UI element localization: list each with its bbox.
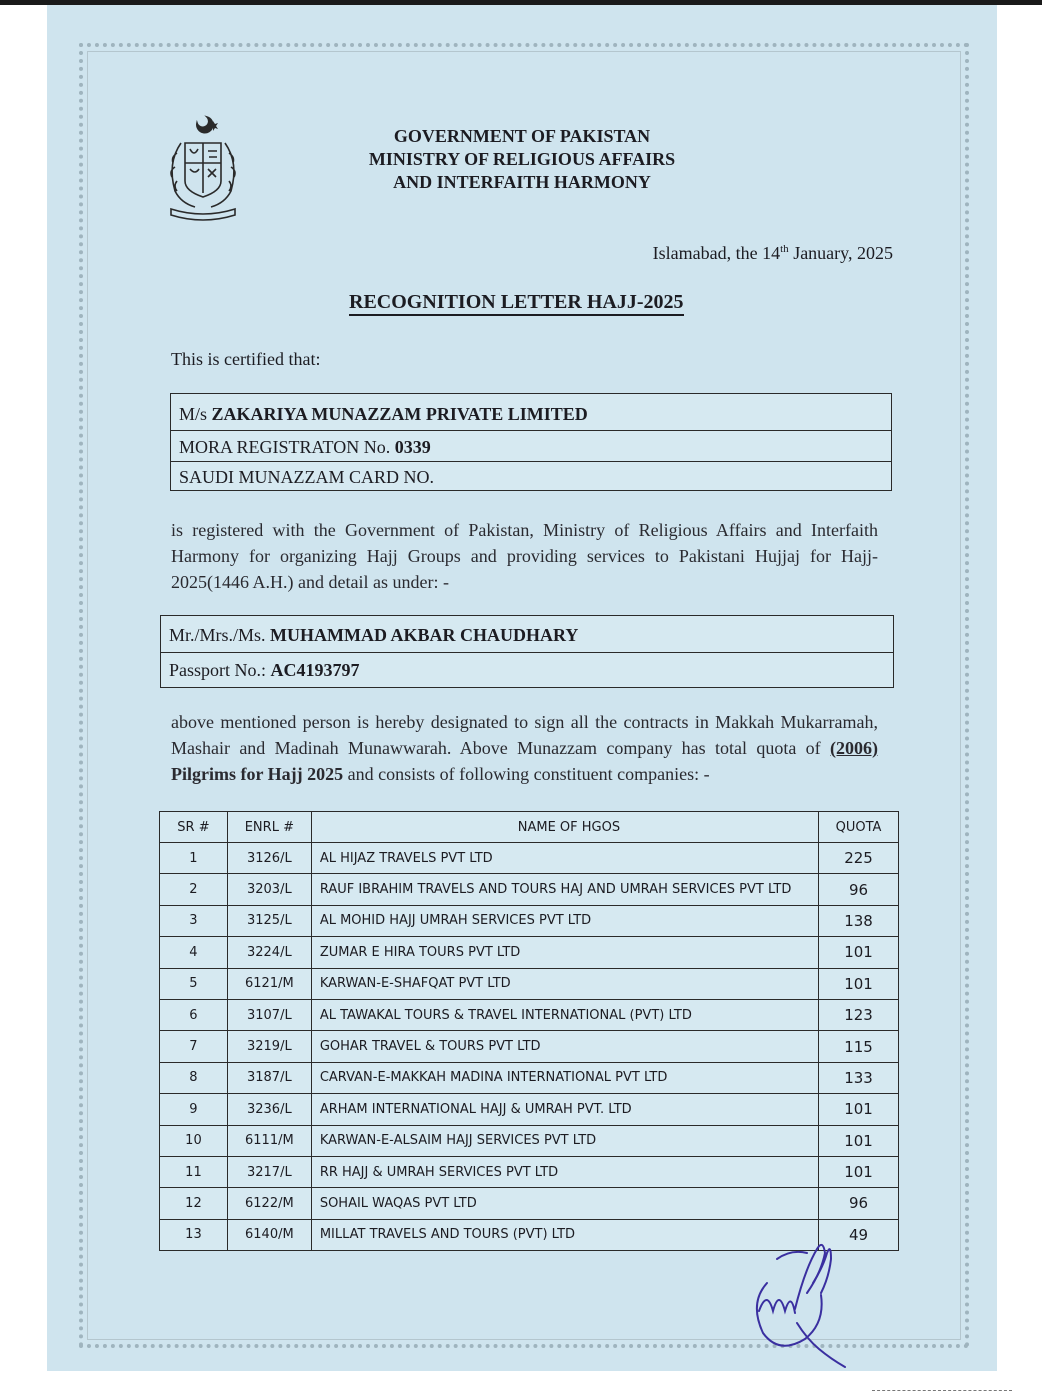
cell-name: AL MOHID HAJJ UMRAH SERVICES PVT LTD xyxy=(311,905,818,936)
cell-quota: 133 xyxy=(819,1062,899,1093)
cell-name: ARHAM INTERNATIONAL HAJJ & UMRAH PVT. LTD xyxy=(311,1094,818,1125)
hgo-table xyxy=(159,811,899,1251)
table-row xyxy=(160,843,899,874)
table-header-row xyxy=(160,812,899,843)
cell-sr: 3 xyxy=(160,905,228,936)
cell-enrl: 3203/L xyxy=(227,874,311,905)
cell-sr: 11 xyxy=(160,1156,228,1187)
cell-sr: 6 xyxy=(160,999,228,1030)
person-name-row xyxy=(161,616,893,653)
cell-name: AL HIJAZ TRAVELS PVT LTD xyxy=(311,843,818,874)
cell-sr: 1 xyxy=(160,843,228,874)
cell-quota: 138 xyxy=(819,905,899,936)
state-emblem-icon xyxy=(157,113,249,223)
cell-sr: 12 xyxy=(160,1188,228,1219)
cell-quota: 123 xyxy=(819,999,899,1030)
letterhead xyxy=(297,125,747,194)
cell-sr: 4 xyxy=(160,937,228,968)
table-row xyxy=(160,905,899,936)
table-row xyxy=(160,968,899,999)
cell-quota: 101 xyxy=(819,937,899,968)
cell-name: GOHAR TRAVEL & TOURS PVT LTD xyxy=(311,1031,818,1062)
table-row xyxy=(160,1062,899,1093)
company-name: ZAKARIYA MUNAZZAM PRIVATE LIMITED xyxy=(211,404,588,424)
cell-sr: 5 xyxy=(160,968,228,999)
date-rest: January, 2025 xyxy=(788,243,893,263)
card-row xyxy=(171,462,891,490)
cell-name: AL TAWAKAL TOURS & TRAVEL INTERNATIONAL (PVT) LTD xyxy=(311,999,818,1030)
designation-paragraph xyxy=(171,709,878,787)
cell-enrl: 6122/M xyxy=(227,1188,311,1219)
designation-text-1: above mentioned person is hereby designated to sign all the contracts in Makkah Mukarramah, Mashair and Madinah Munawwarah. Above Munazzam company has total quota of xyxy=(171,712,878,758)
passport-label: Passport No.: xyxy=(169,660,271,680)
registration-paragraph: is registered with the Government of Pakistan, Ministry of Religious Affairs and Interfaith Harmony for organizing Hajj Groups and providing services to Pakistani Hujjaj for Hajj-2025(1446 A.H.) and detail as under: - xyxy=(171,520,878,592)
cell-quota: 101 xyxy=(819,968,899,999)
date-prefix: Islamabad, the 14 xyxy=(652,243,781,263)
table-row xyxy=(160,1094,899,1125)
passport-number: AC4193797 xyxy=(270,660,360,680)
designation-text-3: and consists of following constituent companies: - xyxy=(343,764,710,784)
mora-number: 0339 xyxy=(394,437,431,457)
card-label: SAUDI MUNAZZAM CARD NO. xyxy=(179,467,435,487)
date-suffix: th xyxy=(780,243,789,255)
cell-enrl: 3126/L xyxy=(227,843,311,874)
cell-name: KARWAN-E-ALSAIM HAJJ SERVICES PVT LTD xyxy=(311,1125,818,1156)
table-row xyxy=(160,1031,899,1062)
header-name: NAME OF HGOS xyxy=(311,812,818,843)
cell-quota: 49 xyxy=(819,1219,899,1250)
mora-row xyxy=(171,431,891,462)
cell-quota: 96 xyxy=(819,874,899,905)
cell-enrl: 3224/L xyxy=(227,937,311,968)
passport-row xyxy=(161,653,893,687)
cell-name: CARVAN-E-MAKKAH MADINA INTERNATIONAL PVT LTD xyxy=(311,1062,818,1093)
letterhead-line-1: GOVERNMENT OF PAKISTAN xyxy=(393,126,651,146)
cell-quota: 115 xyxy=(819,1031,899,1062)
cell-enrl: 3107/L xyxy=(227,999,311,1030)
document-page xyxy=(47,5,997,1371)
cell-quota: 101 xyxy=(819,1094,899,1125)
cell-enrl: 6140/M xyxy=(227,1219,311,1250)
cell-quota: 101 xyxy=(819,1125,899,1156)
cell-sr: 13 xyxy=(160,1219,228,1250)
table-row xyxy=(160,999,899,1030)
header-sr: SR # xyxy=(160,812,228,843)
cell-name: RR HAJJ & UMRAH SERVICES PVT LTD xyxy=(311,1156,818,1187)
date-line xyxy=(567,243,893,264)
person-name: MUHAMMAD AKBAR CHAUDHARY xyxy=(270,625,579,645)
handwritten-signature xyxy=(737,1223,867,1368)
cell-enrl: 3219/L xyxy=(227,1031,311,1062)
cell-enrl: 6111/M xyxy=(227,1125,311,1156)
person-prefix: Mr./Mrs./Ms. xyxy=(169,625,271,645)
table-row xyxy=(160,1156,899,1187)
company-box xyxy=(170,393,892,491)
cell-sr: 2 xyxy=(160,874,228,905)
cell-enrl: 3125/L xyxy=(227,905,311,936)
person-box xyxy=(160,615,894,688)
cell-name: SOHAIL WAQAS PVT LTD xyxy=(311,1188,818,1219)
letter-title xyxy=(297,291,877,314)
company-name-row xyxy=(171,394,891,431)
table-row xyxy=(160,874,899,905)
cell-sr: 8 xyxy=(160,1062,228,1093)
letterhead-line-2: MINISTRY OF RELIGIOUS AFFAIRS xyxy=(368,149,676,169)
cell-name: MILLAT TRAVELS AND TOURS (PVT) LTD xyxy=(311,1219,818,1250)
header-enrl: ENRL # xyxy=(227,812,311,843)
cell-name: KARWAN-E-SHAFQAT PVT LTD xyxy=(311,968,818,999)
cell-sr: 10 xyxy=(160,1125,228,1156)
cell-enrl: 3236/L xyxy=(227,1094,311,1125)
cell-quota: 101 xyxy=(819,1156,899,1187)
mora-label: MORA REGISTRATON No. xyxy=(179,437,395,457)
cell-name: ZUMAR E HIRA TOURS PVT LTD xyxy=(311,937,818,968)
header-quota: QUOTA xyxy=(819,812,899,843)
cell-name: RAUF IBRAHIM TRAVELS AND TOURS HAJ AND UMRAH SERVICES PVT LTD xyxy=(311,874,818,905)
intro-text: This is certified that: xyxy=(171,349,321,369)
cell-enrl: 3217/L xyxy=(227,1156,311,1187)
pilgrims-text: Pilgrims for Hajj 2025 xyxy=(171,764,344,784)
table-row xyxy=(160,1188,899,1219)
cell-quota: 225 xyxy=(819,843,899,874)
company-prefix: M/s xyxy=(179,404,212,424)
table-row xyxy=(160,1125,899,1156)
table-row xyxy=(160,937,899,968)
page-footer-rule xyxy=(872,1390,1012,1391)
letterhead-line-3: AND INTERFAITH HARMONY xyxy=(393,172,651,192)
cell-enrl: 3187/L xyxy=(227,1062,311,1093)
cell-sr: 7 xyxy=(160,1031,228,1062)
cell-sr: 9 xyxy=(160,1094,228,1125)
letter-title-text: RECOGNITION LETTER HAJJ-2025 xyxy=(349,291,684,316)
cell-quota: 96 xyxy=(819,1188,899,1219)
total-quota: (2006) xyxy=(830,738,878,758)
cell-enrl: 6121/M xyxy=(227,968,311,999)
